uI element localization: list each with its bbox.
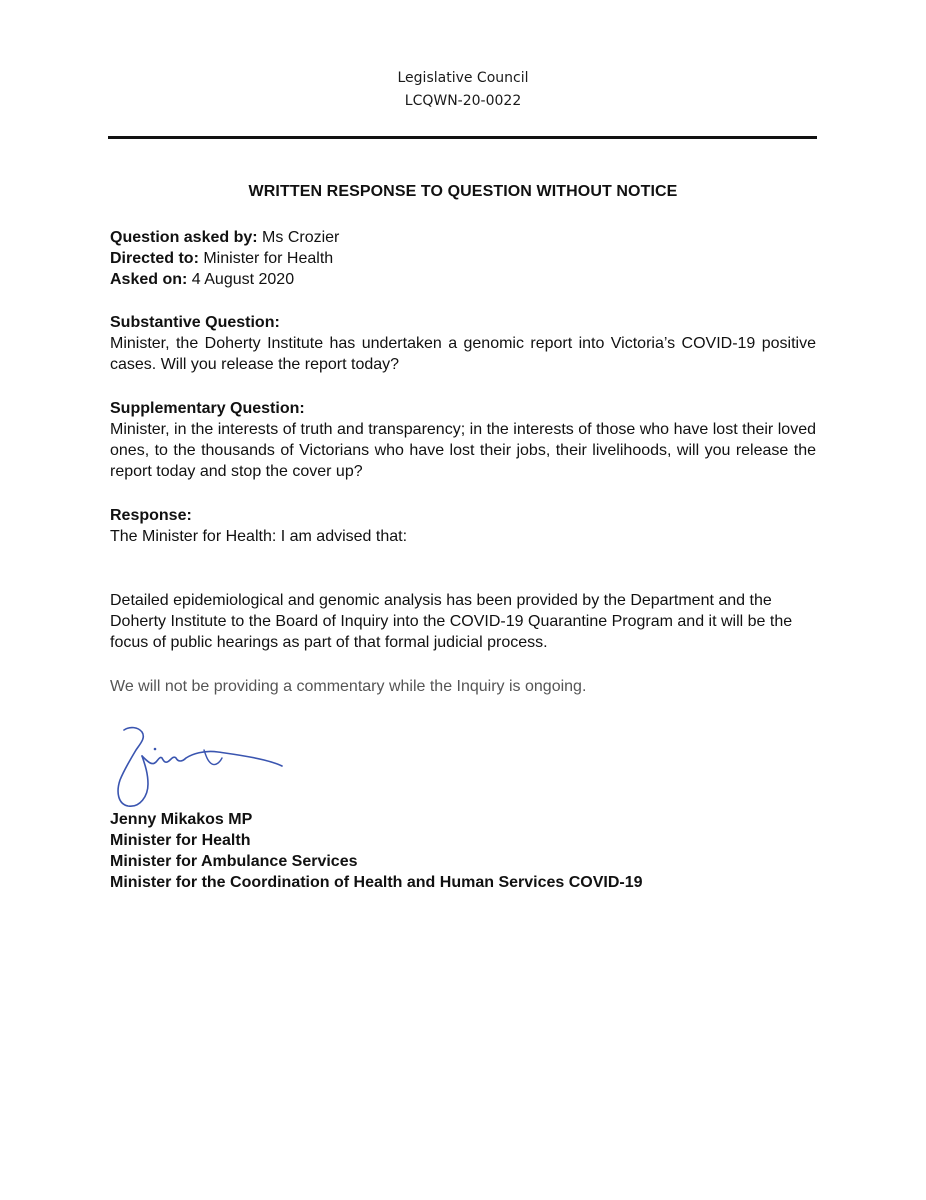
substantive-question-heading: Substantive Question: (110, 314, 280, 331)
directed-to-label: Directed to: (110, 250, 199, 267)
substantive-question-text: Minister, the Doherty Institute has undertaken a genomic report into Victoria’s COVID-19 positive cases. Will you release the report today? (110, 335, 816, 373)
asked-by-row (110, 227, 816, 248)
directed-to-row (110, 248, 816, 269)
question-metadata (110, 227, 816, 290)
signatory-role-covid-coordination: Minister for the Coordination of Health and Human Services COVID-19 (110, 874, 643, 891)
asked-on-row (110, 269, 816, 290)
question-reference: LCQWN-20-0022 (404, 93, 522, 109)
directed-to-value: Minister for Health (198, 250, 334, 267)
signatory-name: Jenny Mikakos MP (110, 811, 253, 828)
response-intro: The Minister for Health: I am advised that: (110, 528, 408, 545)
asked-on-label: Asked on: (110, 271, 188, 288)
signatory-block (110, 809, 816, 893)
response-analysis-paragraph: Detailed epidemiological and genomic analysis has been provided by the Department and the Doherty Institute to the Board of Inquiry into the COVID-19 Quarantine Program and it will be the focus of public hearings as part of that formal judicial process. (110, 592, 793, 651)
document-title: WRITTEN RESPONSE TO QUESTION WITHOUT NOTICE (248, 183, 678, 200)
signatory-role-health: Minister for Health (110, 832, 251, 849)
asked-by-value: Ms Crozier (257, 229, 340, 246)
response-commentary-paragraph: We will not be providing a commentary while the Inquiry is ongoing. (110, 678, 587, 695)
header-divider (108, 136, 817, 139)
supplementary-question-text: Minister, in the interests of truth and transparency; in the interests of those who have lost their loved ones, to the thousands of Victorians who have lost their jobs, their livelihoods, will you release the report today and stop the cover up? (110, 421, 816, 480)
supplementary-question-section (110, 398, 816, 482)
asked-by-label: Question asked by: (110, 229, 258, 246)
signatory-role-ambulance: Minister for Ambulance Services (110, 853, 358, 870)
supplementary-question-heading: Supplementary Question: (110, 400, 305, 417)
response-section (110, 505, 816, 547)
asked-on-value: 4 August 2020 (187, 271, 295, 288)
substantive-question-section (110, 312, 816, 375)
response-heading: Response: (110, 507, 192, 524)
chamber-name: Legislative Council (397, 70, 529, 86)
handwritten-signature (108, 722, 293, 817)
